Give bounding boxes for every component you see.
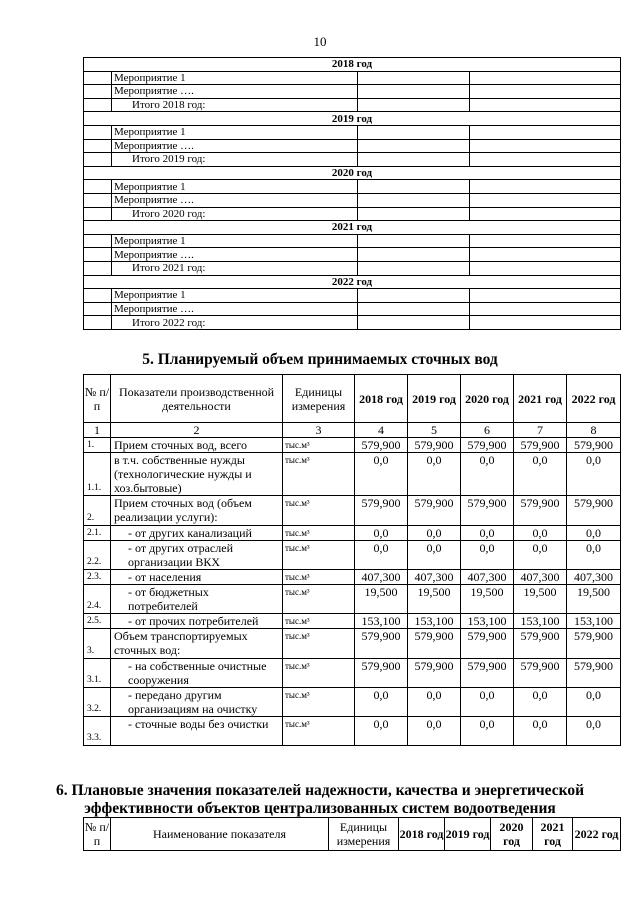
event-cell — [470, 248, 621, 262]
row-value: 0,0 — [514, 688, 567, 717]
event-cell — [470, 316, 621, 330]
header-2018: 2018 год — [355, 375, 408, 423]
t6-header-2020: 2020 год — [491, 818, 533, 851]
row-number: 2.3. — [84, 570, 111, 585]
row-number: 3.3. — [84, 717, 111, 746]
event-cell — [470, 261, 621, 275]
row-indicator-text: - от других отраслей организации ВКХ — [128, 541, 233, 569]
event-no-cell — [84, 261, 112, 275]
row-value: 579,900 — [408, 659, 461, 688]
event-cell — [358, 248, 470, 262]
row-unit: тыс.м³ — [283, 541, 355, 570]
table-row — [84, 659, 621, 688]
table-row — [84, 629, 621, 659]
year-heading: 2020 год — [84, 166, 621, 180]
event-label: Мероприятие …. — [112, 193, 358, 207]
year-total-label: Итого 2018 год: — [112, 98, 358, 112]
row-value: 579,900 — [514, 438, 567, 453]
column-number: 7 — [514, 423, 567, 438]
row-value: 579,900 — [514, 496, 567, 526]
row-value: 407,300 — [355, 570, 408, 585]
row-value: 0,0 — [355, 453, 408, 496]
event-cell — [358, 180, 470, 194]
row-indicator — [111, 570, 283, 585]
event-no-cell — [84, 139, 112, 153]
row-value: 19,500 — [355, 585, 408, 614]
event-no-cell — [84, 207, 112, 221]
table-row — [84, 526, 621, 541]
row-value: 19,500 — [408, 585, 461, 614]
table-row — [84, 614, 621, 629]
event-cell — [358, 153, 470, 167]
event-cell — [470, 139, 621, 153]
row-unit: тыс.м³ — [283, 570, 355, 585]
row-indicator — [111, 614, 283, 629]
event-cell — [358, 98, 470, 112]
row-value: 579,900 — [408, 438, 461, 453]
header-unit: Единицы измерения — [283, 375, 355, 423]
row-value: 0,0 — [355, 541, 408, 570]
event-cell — [358, 261, 470, 275]
year-heading: 2019 год — [84, 112, 621, 126]
header-no: № п/п — [84, 375, 111, 423]
event-no-cell — [84, 289, 112, 303]
row-unit: тыс.м³ — [283, 629, 355, 659]
column-number: 1 — [84, 423, 111, 438]
row-value: 579,900 — [355, 496, 408, 526]
page-number: 10 — [313, 34, 327, 49]
event-cell — [470, 289, 621, 303]
row-value: 579,900 — [461, 438, 514, 453]
row-number: 1.1. — [84, 453, 111, 496]
t6-header-unit: Единицы измерения — [329, 818, 399, 851]
row-indicator-text: - сточные воды без очистки — [128, 717, 269, 731]
row-value: 0,0 — [567, 541, 621, 570]
row-value: 0,0 — [567, 526, 621, 541]
event-cell — [470, 193, 621, 207]
event-cell — [358, 125, 470, 139]
t6-header-2019: 2019 год — [445, 818, 491, 851]
event-no-cell — [84, 125, 112, 139]
event-cell — [470, 180, 621, 194]
event-cell — [358, 207, 470, 221]
row-number: 3. — [84, 629, 111, 659]
row-value: 407,300 — [408, 570, 461, 585]
event-cell — [470, 153, 621, 167]
row-indicator-text: - от прочих потребителей — [128, 614, 259, 628]
table-row — [84, 585, 621, 614]
row-number: 2.5. — [84, 614, 111, 629]
year-heading: 2018 год — [84, 58, 621, 72]
event-no-cell — [84, 85, 112, 99]
row-indicator-text: Объем транспортируемых сточных вод: — [114, 629, 248, 657]
event-label: Мероприятие 1 — [112, 289, 358, 303]
event-no-cell — [84, 180, 112, 194]
event-no-cell — [84, 193, 112, 207]
row-number: 2. — [84, 496, 111, 526]
t6-header-no: № п/п — [84, 818, 111, 851]
event-cell — [470, 125, 621, 139]
row-value: 579,900 — [567, 629, 621, 659]
event-no-cell — [84, 302, 112, 316]
row-value: 579,900 — [461, 496, 514, 526]
year-total-label: Итого 2022 год: — [112, 316, 358, 330]
t6-header-name: Наименование показателя — [111, 818, 329, 851]
event-cell — [358, 302, 470, 316]
row-value: 579,900 — [355, 438, 408, 453]
row-value: 579,900 — [408, 496, 461, 526]
row-unit: тыс.м³ — [283, 585, 355, 614]
row-indicator — [111, 688, 283, 717]
event-no-cell — [84, 248, 112, 262]
row-indicator-text: - от других канализаций — [128, 526, 252, 540]
row-value: 19,500 — [567, 585, 621, 614]
event-cell — [470, 302, 621, 316]
row-value: 0,0 — [408, 453, 461, 496]
row-indicator-text: - от населения — [128, 570, 202, 584]
event-label: Мероприятие 1 — [112, 71, 358, 85]
row-value: 0,0 — [514, 453, 567, 496]
row-indicator — [111, 629, 283, 659]
row-unit: тыс.м³ — [283, 453, 355, 496]
row-value: 153,100 — [567, 614, 621, 629]
event-no-cell — [84, 234, 112, 248]
event-cell — [358, 316, 470, 330]
row-number: 3.2. — [84, 688, 111, 717]
event-no-cell — [84, 98, 112, 112]
event-no-cell — [84, 153, 112, 167]
event-no-cell — [84, 316, 112, 330]
table-row — [84, 541, 621, 570]
header-2021: 2021 год — [514, 375, 567, 423]
row-value: 579,900 — [461, 629, 514, 659]
row-value: 0,0 — [355, 717, 408, 746]
row-value: 579,900 — [514, 659, 567, 688]
row-value: 153,100 — [514, 614, 567, 629]
row-value: 0,0 — [408, 526, 461, 541]
row-value: 0,0 — [514, 541, 567, 570]
row-value: 0,0 — [408, 688, 461, 717]
row-unit: тыс.м³ — [283, 688, 355, 717]
row-indicator — [111, 717, 283, 746]
event-cell — [358, 71, 470, 85]
table-row — [84, 438, 621, 453]
row-value: 0,0 — [355, 526, 408, 541]
header-2019: 2019 год — [408, 375, 461, 423]
event-no-cell — [84, 71, 112, 85]
row-value: 0,0 — [567, 453, 621, 496]
event-label: Мероприятие 1 — [112, 125, 358, 139]
row-indicator-text: - передано другим организациям на очистку — [128, 688, 258, 716]
row-value: 0,0 — [567, 717, 621, 746]
row-unit: тыс.м³ — [283, 526, 355, 541]
row-number: 2.1. — [84, 526, 111, 541]
event-cell — [470, 71, 621, 85]
row-indicator-text: - на собственные очистные сооружения — [128, 659, 267, 687]
event-cell — [358, 234, 470, 248]
t6-header-2018: 2018 год — [399, 818, 445, 851]
row-value: 579,900 — [567, 438, 621, 453]
row-value: 579,900 — [355, 659, 408, 688]
row-indicator — [111, 438, 283, 453]
row-value: 579,900 — [567, 659, 621, 688]
event-cell — [358, 289, 470, 303]
row-value: 153,100 — [355, 614, 408, 629]
row-value: 579,900 — [567, 496, 621, 526]
row-unit: тыс.м³ — [283, 614, 355, 629]
t6-header-2022: 2022 год — [573, 818, 621, 851]
row-value: 0,0 — [461, 717, 514, 746]
header-2022: 2022 год — [567, 375, 621, 423]
event-cell — [470, 85, 621, 99]
event-cell — [470, 234, 621, 248]
row-indicator — [111, 541, 283, 570]
row-value: 19,500 — [514, 585, 567, 614]
row-indicator — [111, 496, 283, 526]
row-value: 579,900 — [408, 629, 461, 659]
section-6-title: 6. Плановые значения показателей надежности, качества и энергетической эффективности объектов централизованных систем водоотведения — [55, 782, 585, 817]
row-value: 579,900 — [355, 629, 408, 659]
column-number: 8 — [567, 423, 621, 438]
event-cell — [358, 139, 470, 153]
row-value: 153,100 — [461, 614, 514, 629]
row-value: 579,900 — [461, 659, 514, 688]
row-value: 0,0 — [355, 688, 408, 717]
event-cell — [358, 85, 470, 99]
table-row — [84, 453, 621, 496]
event-cell — [470, 207, 621, 221]
event-label: Мероприятие …. — [112, 302, 358, 316]
row-value: 0,0 — [461, 453, 514, 496]
column-number: 6 — [461, 423, 514, 438]
event-label: Мероприятие …. — [112, 139, 358, 153]
row-value: 0,0 — [514, 717, 567, 746]
row-indicator — [111, 659, 283, 688]
table-row — [84, 496, 621, 526]
event-cell — [358, 193, 470, 207]
wastewater-volume-table — [83, 374, 621, 746]
header-2020: 2020 год — [461, 375, 514, 423]
row-indicator — [111, 526, 283, 541]
row-indicator — [111, 585, 283, 614]
event-label: Мероприятие …. — [112, 85, 358, 99]
row-unit: тыс.м³ — [283, 717, 355, 746]
row-number: 1. — [84, 438, 111, 453]
row-indicator-text: Прием сточных вод (объем реализации услуги): — [114, 496, 252, 524]
section-5-title: 5. Планируемый объем принимаемых сточных вод — [142, 351, 498, 368]
row-indicator-text: в т.ч. собственные нужды (технологические нужды и хоз.бытовые) — [114, 453, 252, 495]
year-heading: 2022 год — [84, 275, 621, 289]
year-total-label: Итого 2019 год: — [112, 153, 358, 167]
header-indicator: Показатели производственной деятельности — [111, 375, 283, 423]
year-total-label: Итого 2020 год: — [112, 207, 358, 221]
row-value: 579,900 — [514, 629, 567, 659]
column-number: 3 — [283, 423, 355, 438]
column-number: 4 — [355, 423, 408, 438]
row-value: 0,0 — [461, 526, 514, 541]
event-cell — [470, 98, 621, 112]
row-value: 153,100 — [408, 614, 461, 629]
column-number: 5 — [408, 423, 461, 438]
row-indicator-text: - от бюджетных потребителей — [128, 585, 209, 613]
row-unit: тыс.м³ — [283, 659, 355, 688]
row-value: 19,500 — [461, 585, 514, 614]
table-row — [84, 688, 621, 717]
row-indicator-text: Прием сточных вод, всего — [114, 438, 247, 452]
row-value: 0,0 — [514, 526, 567, 541]
row-value: 0,0 — [408, 717, 461, 746]
row-number: 2.2. — [84, 541, 111, 570]
row-value: 407,300 — [514, 570, 567, 585]
row-indicator — [111, 453, 283, 496]
year-total-label: Итого 2021 год: — [112, 261, 358, 275]
t6-header-2021: 2021 год — [533, 818, 573, 851]
event-label: Мероприятие …. — [112, 248, 358, 262]
row-value: 0,0 — [408, 541, 461, 570]
event-label: Мероприятие 1 — [112, 180, 358, 194]
row-unit: тыс.м³ — [283, 496, 355, 526]
row-value: 0,0 — [567, 688, 621, 717]
column-number: 2 — [111, 423, 283, 438]
events-table — [83, 57, 621, 330]
row-number: 3.1. — [84, 659, 111, 688]
event-label: Мероприятие 1 — [112, 234, 358, 248]
year-heading: 2021 год — [84, 221, 621, 235]
row-number: 2.4. — [84, 585, 111, 614]
row-value: 407,300 — [567, 570, 621, 585]
table-row — [84, 717, 621, 746]
table-row — [84, 570, 621, 585]
reliability-indicators-table — [83, 817, 621, 851]
row-value: 0,0 — [461, 688, 514, 717]
row-value: 407,300 — [461, 570, 514, 585]
row-unit: тыс.м³ — [283, 438, 355, 453]
row-value: 0,0 — [461, 541, 514, 570]
